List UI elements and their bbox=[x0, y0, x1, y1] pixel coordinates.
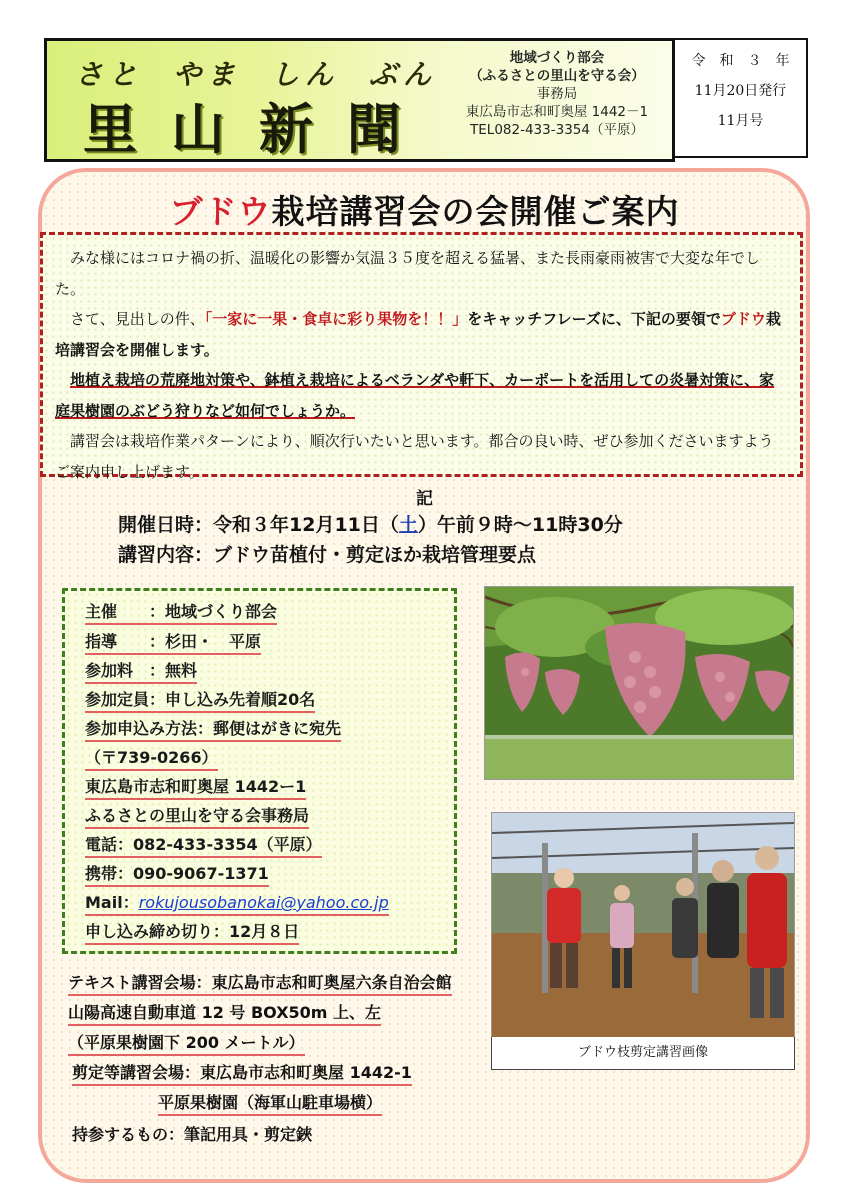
intro-p2-a: さて、見出しの件、 bbox=[70, 310, 205, 328]
pruning-photo bbox=[491, 812, 795, 1039]
kana-yama: やま bbox=[173, 58, 242, 91]
event-content: 講習内容：ブドウ苗植付・剪定ほか栽培管理要点 bbox=[118, 544, 537, 566]
intro-p1: みな様にはコロナ禍の折、温暖化の影響か気温３５度を超える猛暑、また長雨豪雨被害で大変な年でした。 bbox=[55, 249, 761, 298]
venue-below: （平原果樹園下 200 メートル） bbox=[68, 1030, 305, 1056]
kana-sato: さと bbox=[75, 58, 144, 91]
venue-prune: 剪定等講習会場：東広島市志和町奥屋 1442-1 bbox=[72, 1060, 412, 1086]
mail-link[interactable]: rokujousobanokai@yahoo.co.jp bbox=[138, 893, 389, 912]
intro-p4: 講習会は栽培作業パターンにより、順次行いたいと思います。都合の良い時、ぜひ参加くださいますようご案内申し上げます。 bbox=[55, 432, 774, 481]
info-box bbox=[62, 588, 457, 954]
grape-photo bbox=[484, 586, 794, 780]
info-fee: 参加料 ：無料 bbox=[85, 658, 197, 684]
info-postal: （〒739-0266） bbox=[85, 745, 218, 771]
info-instructor: 指導 ：杉田・ 平原 bbox=[85, 629, 261, 655]
org-tel: TEL082-433-3354（平原） bbox=[470, 122, 644, 138]
pruning-illustration bbox=[492, 813, 794, 1038]
info-mail-row bbox=[85, 890, 389, 916]
masthead-title: 里山新聞 bbox=[83, 98, 435, 161]
issue-box bbox=[673, 38, 808, 158]
ki-heading: 記 bbox=[416, 489, 433, 509]
org-dept: 地域づくり部会 bbox=[509, 50, 605, 66]
headline-rest: 栽培講習会の会開催ご案内 bbox=[271, 192, 680, 231]
intro-p2-b: をキャッチフレーズに、下記の要領で bbox=[467, 310, 721, 328]
info-deadline: 申し込み締め切り：12月８日 bbox=[85, 919, 299, 945]
info-organizer: 主催 ：地域づくり部会 bbox=[85, 599, 277, 625]
grape-illustration bbox=[485, 587, 793, 779]
mail-label: Mail： bbox=[85, 893, 139, 912]
intro-p2-red: ブドウ bbox=[720, 310, 766, 328]
info-mobile: 携帯：090-9067-1371 bbox=[85, 861, 269, 887]
kana-bun: ぶん bbox=[369, 58, 438, 91]
masthead-org bbox=[447, 49, 667, 139]
issue-era: 令 和 ３ 年 bbox=[691, 53, 790, 69]
catchphrase: 「一家に一果・食卓に彩り果物を！！」 bbox=[204, 310, 468, 328]
headline-red: ブドウ bbox=[169, 192, 272, 231]
kana-shin: しん bbox=[271, 58, 340, 91]
venue-highway: 山陽高速自動車道 12 号 BOX50m 上、左 bbox=[68, 1000, 381, 1026]
info-address: 東広島市志和町奥屋 1442ー1 bbox=[85, 774, 306, 800]
event-date-b: ）午前９時～11時30分 bbox=[417, 514, 623, 536]
photo-caption: ブドウ枝剪定講習画像 bbox=[491, 1037, 795, 1070]
org-assoc: （ふるさとの里山を守る会） bbox=[469, 68, 645, 84]
org-address: 東広島市志和町奥屋 1442－1 bbox=[465, 104, 649, 120]
intro-box bbox=[40, 232, 803, 481]
event-day: 土 bbox=[398, 514, 418, 536]
info-apply: 参加申込み方法：郵便はがきに宛先 bbox=[85, 716, 341, 742]
masthead bbox=[44, 38, 675, 162]
org-office: 事務局 bbox=[536, 86, 578, 102]
issue-date: 11月20日発行 bbox=[694, 83, 787, 99]
headline bbox=[0, 186, 849, 233]
venue-bring: 持参するもの：筆記用具・剪定鋏 bbox=[72, 1125, 313, 1144]
issue-month: 11月号 bbox=[717, 113, 764, 129]
intro-p3: 地植え栽培の荒廃地対策や、鉢植え栽培によるベランダや軒下、カーポートを活用しての炎暑対策に、家庭果樹園のぶどう狩りなど如何でしょうか。 bbox=[55, 371, 775, 420]
event-date bbox=[118, 510, 623, 537]
info-capacity: 参加定員：申し込み先着順20名 bbox=[85, 687, 315, 713]
info-phone: 電話：082-433-3354（平原） bbox=[85, 832, 322, 858]
info-office: ふるさとの里山を守る会事務局 bbox=[85, 803, 309, 829]
venue-text: テキスト講習会場：東広島市志和町奥屋六条自治会館 bbox=[68, 970, 452, 996]
venue-orchard: 平原果樹園（海軍山駐車場横） bbox=[158, 1090, 382, 1116]
intro-p2 bbox=[55, 304, 788, 365]
intro-p2-c: 栽培講習会を開催します。 bbox=[55, 310, 781, 359]
event-date-a: 開催日時：令和３年12月11日（ bbox=[118, 514, 399, 536]
